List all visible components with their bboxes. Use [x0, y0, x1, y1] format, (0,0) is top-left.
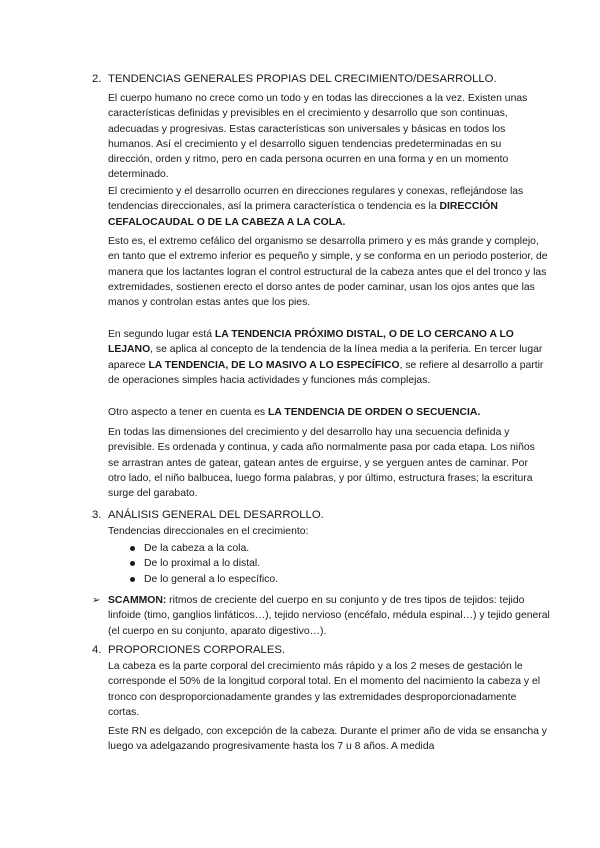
section-3-intro: Tendencias direccionales en el crecimiento: [108, 526, 309, 537]
scammon-description: ritmos de creciente del cuerpo en su conjunto y de tres tipos de tejidos: tejido linfoide (timo, ganglios linfáticos…), tejido nervioso (encéfalo, médula espinal…) y tejido general (el cuerpo en su conjunto, aparato digestivo…). [108, 595, 550, 637]
section-2-paragraph-2 [108, 184, 548, 230]
section-2-title: TENDENCIAS GENERALES PROPIAS DEL CRECIMIENTO/DESARROLLO. [108, 73, 497, 85]
p5-bold-orden-secuencia: LA TENDENCIA DE ORDEN O SECUENCIA. [268, 407, 481, 418]
bullet-icon [130, 561, 135, 566]
section-3-heading [92, 508, 324, 522]
p5-text: Otro aspecto a tener en cuenta es [108, 407, 268, 418]
p4-bold-proximo-distal: LA TENDENCIA PRÓXIMO DISTAL, O DE LO CERCANO A LO LEJANO [108, 329, 514, 356]
section-4-heading [92, 643, 285, 657]
list-item [108, 556, 548, 571]
p2-text: El crecimiento y el desarrollo ocurren en direcciones regulares y conexas, reflejándose las tendencias direccionales, así la primera característica o tendencia es la [108, 186, 524, 213]
section-2-paragraph-1: El cuerpo humano no crece como un todo y en todas las direcciones a la vez. Existen unas características definidas y previsibles en el crecimiento y desarrollo que son continuas, adecuadas y progresivas. Estas características son universales y básicas en todos los humanos. Así el crecimiento y el desarrollo siguen tendencias predeterminadas en su dirección, orden y ritmo, pero en cada persona ocurren en una forma y en un momento determinado. [108, 93, 528, 181]
p4-text-b: , se aplica al concepto de la tendencia de la línea media a la periferia. En tercer lugar aparece [108, 344, 543, 371]
scammon-item [92, 593, 552, 639]
section-4-paragraph-2: Este RN es delgado, con excepción de la cabeza. Durante el primer año de vida se ensancha y luego va adelgazando progresivamente hasta los 7 u 8 años. A medida [108, 726, 547, 753]
list-item-text: De lo proximal a lo distal. [144, 558, 261, 570]
section-2-paragraph-4 [108, 327, 548, 388]
section-2-paragraph-5 [108, 405, 548, 420]
scammon-text [108, 593, 552, 639]
list-item [108, 572, 548, 587]
p2-bold-cefalocaudal: DIRECCIÓN CEFALOCAUDAL O DE LA CABEZA A LA COLA. [108, 201, 498, 228]
p4-text-c: , se refiere al desarrollo a partir de operaciones simples hacia actividades y funciones más complejas. [108, 359, 544, 386]
section-4-paragraph-1: La cabeza es la parte corporal del crecimiento más rápido y a los 2 meses de gestación le corresponde el 50% de la longitud corporal total. En el momento del nacimiento la cabeza y el tronco con desproporcionadamente grandes y las extremidades desproporcionadamente cortas. [108, 661, 541, 718]
section-4-number: 4. [92, 644, 102, 656]
section-2-heading [92, 72, 497, 86]
section-2-number: 2. [92, 73, 102, 85]
p4-text-a: En segundo lugar está [108, 329, 215, 340]
section-2-paragraph-3: Esto es, el extremo cefálico del organismo se desarrolla primero y es más grande y complejo, en tanto que el extremo inferior es pequeño y simple, y se conforma en un periodo posterior, de manera que los lactantes logran el control estructural de la cabeza antes que el del tronco y las extremidades, sostienen erecto el dorso antes de poder caminar, usan los ojos antes que las manos y controlan estas antes que los pies. [108, 236, 548, 309]
section-3-number: 3. [92, 509, 102, 521]
section-4-title: PROPORCIONES CORPORALES. [108, 644, 286, 656]
section-2-paragraph-6: En todas las dimensiones del crecimiento y del desarrollo hay una secuencia definida y previsible. Es ordenada y continua, y cada año normalmente pasa por cada etapa. Los niños se arrastran antes de gatear, gatean antes de erguirse, y se yerguen antes de caminar. Por otro lado, el niño balbucea, luego forma palabras, y por último, estructura frases; la escritura surge del garabato. [108, 427, 535, 500]
p4-bold-masivo-especifico: LA TENDENCIA, DE LO MASIVO A LO ESPECÍFICO [148, 359, 400, 371]
bullet-icon [130, 546, 135, 551]
direction-tendencies-list [108, 541, 548, 587]
scammon-label: SCAMMON: [108, 595, 167, 606]
bullet-icon [130, 577, 135, 582]
list-item-text: De lo general a lo específico. [144, 573, 279, 585]
list-item-text: De la cabeza a la cola. [144, 543, 250, 554]
list-item [108, 541, 548, 556]
arrow-bullet-icon: ➢ [92, 595, 101, 606]
section-3-title: ANÁLISIS GENERAL DEL DESARROLLO. [108, 509, 324, 521]
